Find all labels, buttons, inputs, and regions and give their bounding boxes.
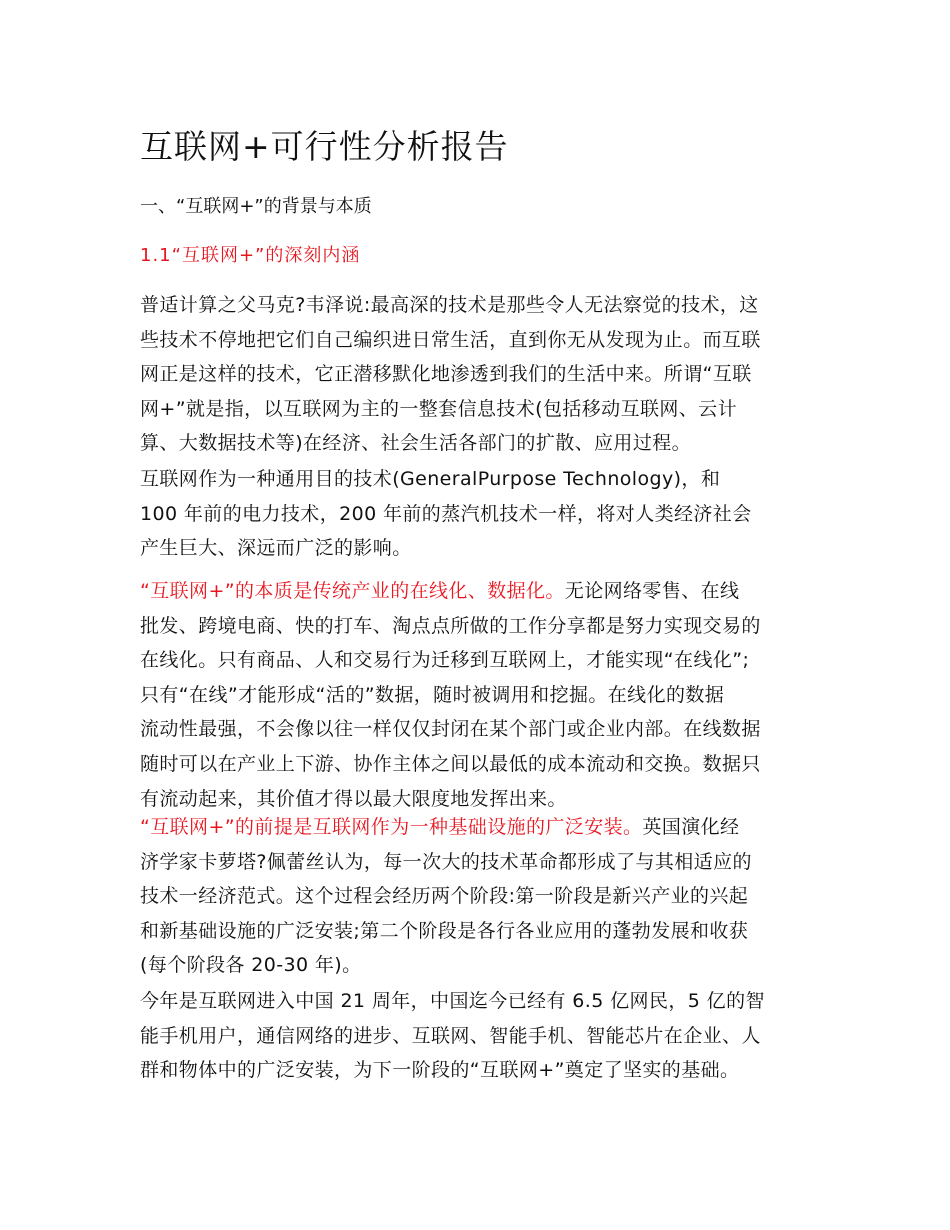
document-title: 互联网+可行性分析报告 [140,127,509,166]
paragraph-line: 互联网作为一种通用目的技术(GeneralPurpose Technology)，和 [140,468,721,490]
paragraph-line: 在线化。只有商品、人和交易行为迁移到互联网上，才能实现“在线化”; [140,649,750,672]
paragraph-line: 技术一经济范式。这个过程会经历两个阶段:第一阶段是新兴产业的兴起 [140,885,749,908]
paragraph-line: 些技术不停地把它们自己编织进日常生活，直到你无从发现为止。而互联 [140,328,761,351]
paragraph-4 [140,810,815,983]
paragraph-line: 网正是这样的技术，它正潜移默化地渗透到我们的生活中来。所谓“互联 [140,363,752,386]
first-line-rest: 无论网络零售、在线 [564,580,740,602]
paragraph-line: 随时可以在产业上下游、协作主体之间以最低的成本流动和交换。数据只 [140,752,761,775]
paragraph-2 [140,462,815,566]
paragraph-line: 批发、跨境电商、快的打车、淘点点所做的工作分享都是努力实现交易的 [140,614,761,637]
paragraph-line: 能手机用户，通信网络的进步、互联网、智能手机、智能芯片在企业、人 [140,1024,761,1047]
paragraph-line: 群和物体中的广泛安装，为下一阶段的“互联网+”奠定了坚实的基础。 [140,1059,740,1082]
section-heading: 一、“互联网+”的背景与本质 [140,196,372,217]
paragraph-3 [140,574,815,816]
paragraph-1 [140,288,815,461]
paragraph-first-line [140,574,815,609]
first-line-rest: 英国演化经 [642,816,740,838]
paragraph-line: 有流动起来，其价值才得以最大限度地发挥出来。 [140,787,567,810]
highlight-text: “互联网+”的前提是互联网作为一种基础设施的广泛安装。 [140,816,643,838]
paragraph-line: 普适计算之父马克?韦泽说:最高深的技术是那些令人无法察觉的技术，这 [140,294,759,316]
paragraph-line: 和新基础设施的广泛安装;第二个阶段是各行各业应用的蓬勃发展和收获 [140,919,749,942]
paragraph-line: 济学家卡萝塔?佩蕾丝认为，每一次大的技术革命都形成了与其相适应的 [140,850,752,873]
highlight-text: “互联网+”的本质是传统产业的在线化、数据化。 [140,580,565,602]
paragraph-line: 网+”就是指，以互联网为主的一整套信息技术(包括移动互联网、云计 [140,397,737,420]
paragraph-line: 产生巨大、深远而广泛的影响。 [140,537,412,560]
paragraph-line: 算、大数据技术等)在经济、社会生活各部门的扩散、应用过程。 [140,432,692,455]
subsection-heading: 1.1“互联网+”的深刻内涵 [140,245,361,266]
paragraph-line: 只有“在线”才能形成“活的”数据，随时被调用和挖掘。在线化的数据 [140,683,725,706]
paragraph-line: 流动性最强，不会像以往一样仅仅封闭在某个部门或企业内部。在线数据 [140,718,761,741]
paragraph-line: 100 年前的电力技术，200 年前的蒸汽机技术一样，将对人类经济社会 [140,502,752,525]
paragraph-5 [140,984,815,1088]
paragraph-first-line [140,810,815,845]
paragraph-line: (每个阶段各 20-30 年)。 [140,954,362,977]
paragraph-line: 今年是互联网进入中国 21 周年，中国迄今已经有 6.5 亿网民，5 亿的智 [140,990,765,1012]
